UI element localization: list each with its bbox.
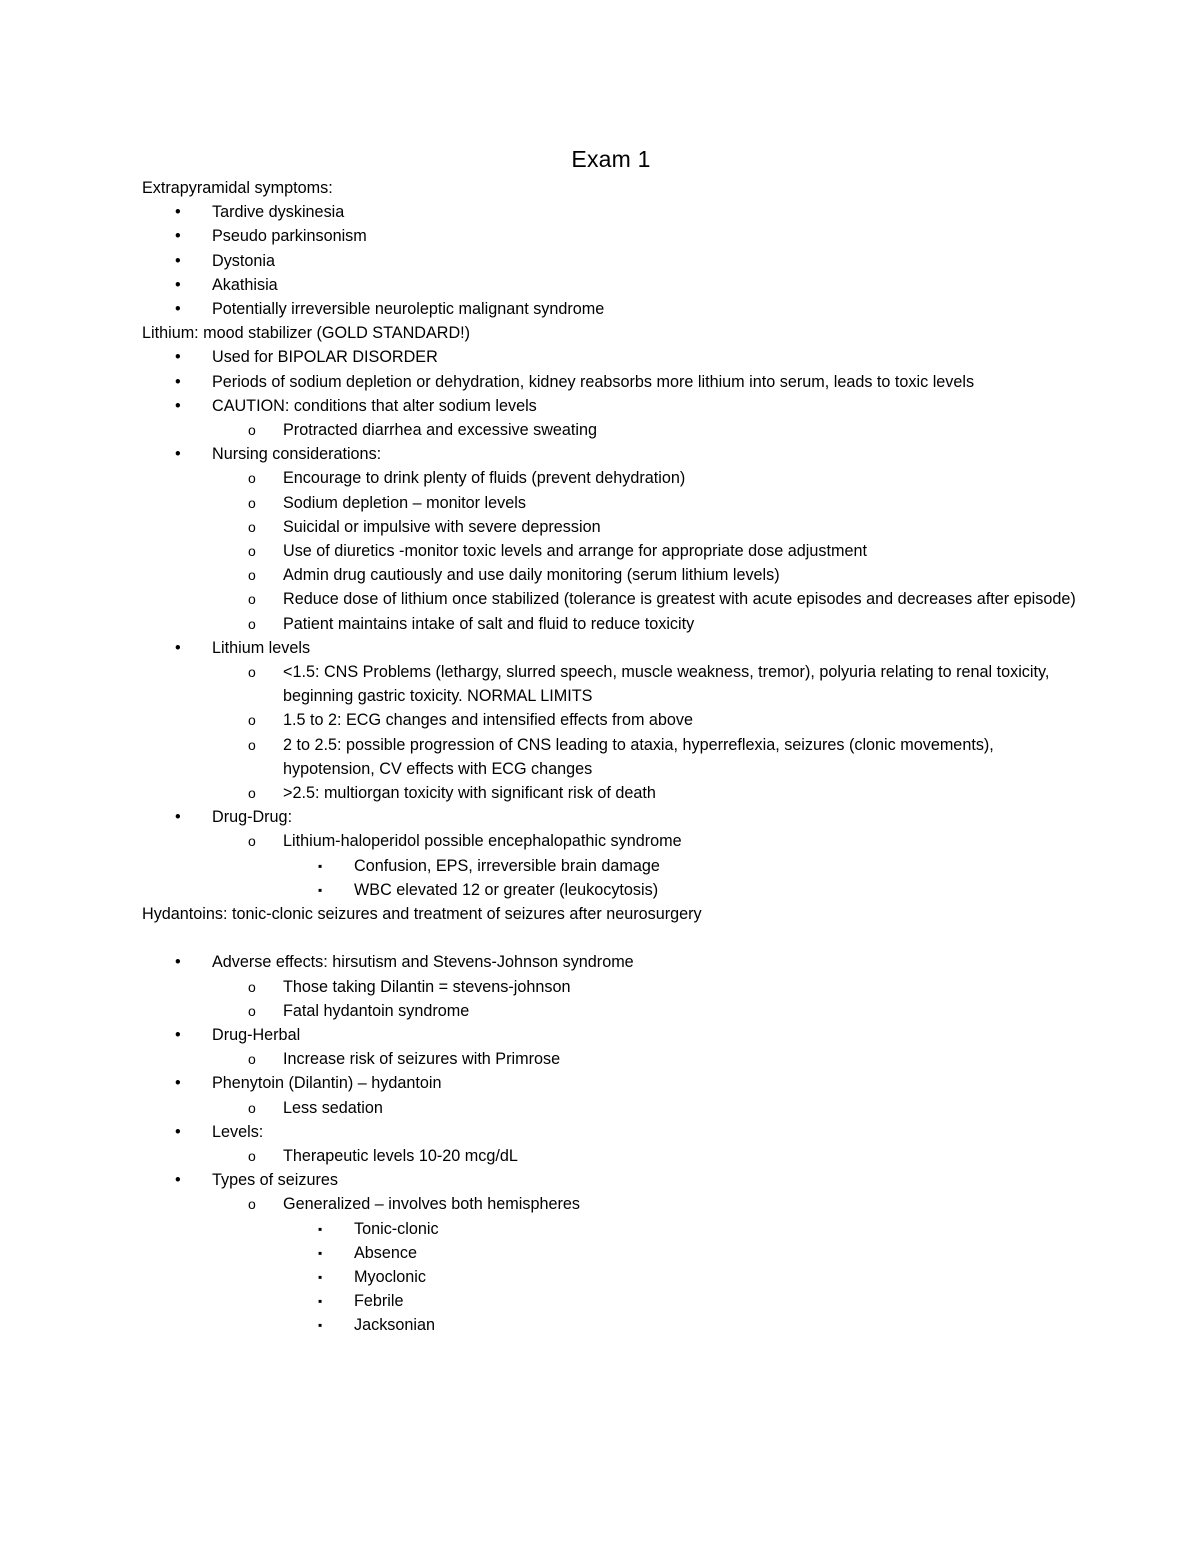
bullet-icon: • bbox=[175, 953, 181, 972]
bullet-icon: • bbox=[175, 251, 181, 270]
bullet-icon: • bbox=[175, 1074, 181, 1093]
circle-bullet-icon: o bbox=[248, 1002, 256, 1019]
circle-bullet-icon: o bbox=[248, 591, 256, 608]
list-item: • Tardive dyskinesia bbox=[142, 200, 1080, 224]
list-item: ▪ Confusion, EPS, irreversible brain damage bbox=[283, 854, 1080, 878]
lithium-levels-sublist bbox=[212, 660, 1080, 805]
square-bullet-icon: ▪ bbox=[318, 1318, 323, 1333]
circle-bullet-icon: o bbox=[248, 567, 256, 584]
list-item: • Lithium levels o <1.5: CNS Problems (lethargy, slurred speech, muscle weakness, tremor), polyuria relating to renal toxicity, beginning gastric toxicity. NORMAL LIMITS o 1.5 to 2: ECG changes and intensified effects from above o 2 to 2.5: possible progression of CNS leading to ataxia, hyperreflexia, seizures (clonic movements), hypotension, CV effects with ECG changes o >2.5: multiorgan toxicity with significant risk of death bbox=[142, 636, 1080, 805]
blank-line bbox=[142, 926, 1080, 950]
list-item: • Drug-Herbal o Increase risk of seizures with Primrose bbox=[142, 1023, 1080, 1071]
list-item: o Reduce dose of lithium once stabilized (tolerance is greatest with acute episodes and decreases after episode) bbox=[212, 587, 1080, 611]
adverse-sublist bbox=[212, 975, 1080, 1023]
list-item: o Those taking Dilantin = stevens-johnson bbox=[212, 975, 1080, 999]
bullet-icon: • bbox=[175, 300, 181, 319]
circle-bullet-icon: o bbox=[248, 978, 256, 995]
list-item: o Admin drug cautiously and use daily monitoring (serum lithium levels) bbox=[212, 563, 1080, 587]
list-item: • Drug-Drug: o Lithium-haloperidol possible encephalopathic syndrome ▪ Confusion, EPS, irreversible brain damage ▪ WBC elevated 12 or greater (leukocytosis) bbox=[142, 805, 1080, 902]
seizure-types-sublist bbox=[212, 1192, 1080, 1337]
circle-bullet-icon: o bbox=[248, 736, 256, 753]
list-item: o Fatal hydantoin syndrome bbox=[212, 999, 1080, 1023]
hydantoins-list bbox=[142, 950, 1080, 1337]
list-item: o Therapeutic levels 10-20 mcg/dL bbox=[212, 1144, 1080, 1168]
list-item: ▪ Myoclonic bbox=[283, 1265, 1080, 1289]
bullet-icon: • bbox=[175, 372, 181, 391]
bullet-icon: • bbox=[175, 1122, 181, 1141]
bullet-icon: • bbox=[175, 808, 181, 827]
hydantoin-levels-sublist bbox=[212, 1144, 1080, 1168]
list-item: • Akathisia bbox=[142, 273, 1080, 297]
list-item: • CAUTION: conditions that alter sodium levels o Protracted diarrhea and excessive sweating bbox=[142, 394, 1080, 442]
drugdrug-subsublist bbox=[283, 854, 1080, 902]
circle-bullet-icon: o bbox=[248, 422, 256, 439]
list-item: o Patient maintains intake of salt and fluid to reduce toxicity bbox=[212, 612, 1080, 636]
list-item: ▪ Tonic-clonic bbox=[283, 1217, 1080, 1241]
drugdrug-sublist bbox=[212, 829, 1080, 902]
list-item: o Use of diuretics -monitor toxic levels and arrange for appropriate dose adjustment bbox=[212, 539, 1080, 563]
list-item: • Adverse effects: hirsutism and Stevens-Johnson syndrome o Those taking Dilantin = stevens-johnson o Fatal hydantoin syndrome bbox=[142, 950, 1080, 1023]
bullet-icon: • bbox=[175, 275, 181, 294]
list-item: • Phenytoin (Dilantin) – hydantoin o Less sedation bbox=[142, 1071, 1080, 1119]
list-item: ▪ WBC elevated 12 or greater (leukocytosis) bbox=[283, 878, 1080, 902]
circle-bullet-icon: o bbox=[248, 470, 256, 487]
phenytoin-sublist bbox=[212, 1096, 1080, 1120]
list-item: • Types of seizures o Generalized – involves both hemispheres ▪ Tonic-clonic ▪ Absence ▪ Myoclonic ▪ Febrile ▪ Jacksonian bbox=[142, 1168, 1080, 1337]
bullet-icon: • bbox=[175, 203, 181, 222]
circle-bullet-icon: o bbox=[248, 518, 256, 535]
square-bullet-icon: ▪ bbox=[318, 882, 323, 897]
herbal-sublist bbox=[212, 1047, 1080, 1071]
circle-bullet-icon: o bbox=[248, 543, 256, 560]
list-item: • Potentially irreversible neuroleptic malignant syndrome bbox=[142, 297, 1080, 321]
circle-bullet-icon: o bbox=[248, 1051, 256, 1068]
list-item: o Increase risk of seizures with Primrose bbox=[212, 1047, 1080, 1071]
bullet-icon: • bbox=[175, 227, 181, 246]
circle-bullet-icon: o bbox=[248, 615, 256, 632]
list-item: ▪ Febrile bbox=[283, 1289, 1080, 1313]
list-item: o Encourage to drink plenty of fluids (prevent dehydration) bbox=[212, 466, 1080, 490]
circle-bullet-icon: o bbox=[248, 785, 256, 802]
list-item: • Periods of sodium depletion or dehydration, kidney reabsorbs more lithium into serum, leads to toxic levels bbox=[142, 370, 1080, 394]
list-item: ▪ Absence bbox=[283, 1241, 1080, 1265]
hydantoins-heading: Hydantoins: tonic-clonic seizures and treatment of seizures after neurosurgery bbox=[142, 905, 702, 924]
eps-heading: Extrapyramidal symptoms: bbox=[142, 179, 333, 197]
list-item: • Dystonia bbox=[142, 249, 1080, 273]
square-bullet-icon: ▪ bbox=[318, 1221, 323, 1236]
list-item: • Levels: o Therapeutic levels 10-20 mcg/dL bbox=[142, 1120, 1080, 1168]
bullet-icon: • bbox=[175, 396, 181, 415]
circle-bullet-icon: o bbox=[248, 1196, 256, 1213]
page-title: Exam 1 bbox=[571, 146, 651, 172]
list-item: • Nursing considerations: o Encourage to drink plenty of fluids (prevent dehydration) o Sodium depletion – monitor levels o Suicidal or impulsive with severe depression o Use of diuretics -monitor toxic levels and arrange for appropriate dose adjustment o Admin drug cautiously and use daily monitoring (serum lithium levels) o Reduce dose of lithium once stabilized (tolerance is greatest with acute episodes and decreases after episode) o Patient maintains intake of salt and fluid to reduce toxicity bbox=[142, 442, 1080, 636]
circle-bullet-icon: o bbox=[248, 1099, 256, 1116]
list-item: o Generalized – involves both hemispheres ▪ Tonic-clonic ▪ Absence ▪ Myoclonic ▪ Febrile ▪ Jacksonian bbox=[212, 1192, 1080, 1337]
circle-bullet-icon: o bbox=[248, 833, 256, 850]
bullet-icon: • bbox=[175, 1171, 181, 1190]
bullet-icon: • bbox=[175, 348, 181, 367]
list-item: o <1.5: CNS Problems (lethargy, slurred speech, muscle weakness, tremor), polyuria relating to renal toxicity, beginning gastric toxicity. NORMAL LIMITS bbox=[212, 660, 1080, 708]
eps-list bbox=[142, 200, 1080, 321]
bullet-icon: • bbox=[175, 1025, 181, 1044]
list-item: o Suicidal or impulsive with severe depression bbox=[212, 515, 1080, 539]
circle-bullet-icon: o bbox=[248, 1147, 256, 1164]
list-item: o Protracted diarrhea and excessive sweating bbox=[212, 418, 1080, 442]
caution-sublist bbox=[212, 418, 1080, 442]
list-item: ▪ Jacksonian bbox=[283, 1313, 1080, 1337]
list-item: o 2 to 2.5: possible progression of CNS leading to ataxia, hyperreflexia, seizures (clonic movements), hypotension, CV effects with ECG changes bbox=[212, 733, 1080, 781]
bullet-icon: • bbox=[175, 638, 181, 657]
list-item: o 1.5 to 2: ECG changes and intensified effects from above bbox=[212, 708, 1080, 732]
generalized-subsublist bbox=[283, 1217, 1080, 1338]
list-item: • Pseudo parkinsonism bbox=[142, 224, 1080, 248]
square-bullet-icon: ▪ bbox=[318, 1245, 323, 1260]
lithium-list bbox=[142, 345, 1080, 902]
circle-bullet-icon: o bbox=[248, 664, 256, 681]
square-bullet-icon: ▪ bbox=[318, 1269, 323, 1284]
list-item: o Less sedation bbox=[212, 1096, 1080, 1120]
list-item: o >2.5: multiorgan toxicity with significant risk of death bbox=[212, 781, 1080, 805]
square-bullet-icon: ▪ bbox=[318, 858, 323, 873]
lithium-heading: Lithium: mood stabilizer (GOLD STANDARD!) bbox=[142, 324, 471, 343]
list-item: o Sodium depletion – monitor levels bbox=[212, 491, 1080, 515]
square-bullet-icon: ▪ bbox=[318, 1294, 323, 1309]
circle-bullet-icon: o bbox=[248, 712, 256, 729]
nursing-sublist bbox=[212, 466, 1080, 635]
list-item: o Lithium-haloperidol possible encephalopathic syndrome ▪ Confusion, EPS, irreversible brain damage ▪ WBC elevated 12 or greater (leukocytosis) bbox=[212, 829, 1080, 902]
circle-bullet-icon: o bbox=[248, 494, 256, 511]
bullet-icon: • bbox=[175, 445, 181, 464]
list-item: • Used for BIPOLAR DISORDER bbox=[142, 345, 1080, 369]
